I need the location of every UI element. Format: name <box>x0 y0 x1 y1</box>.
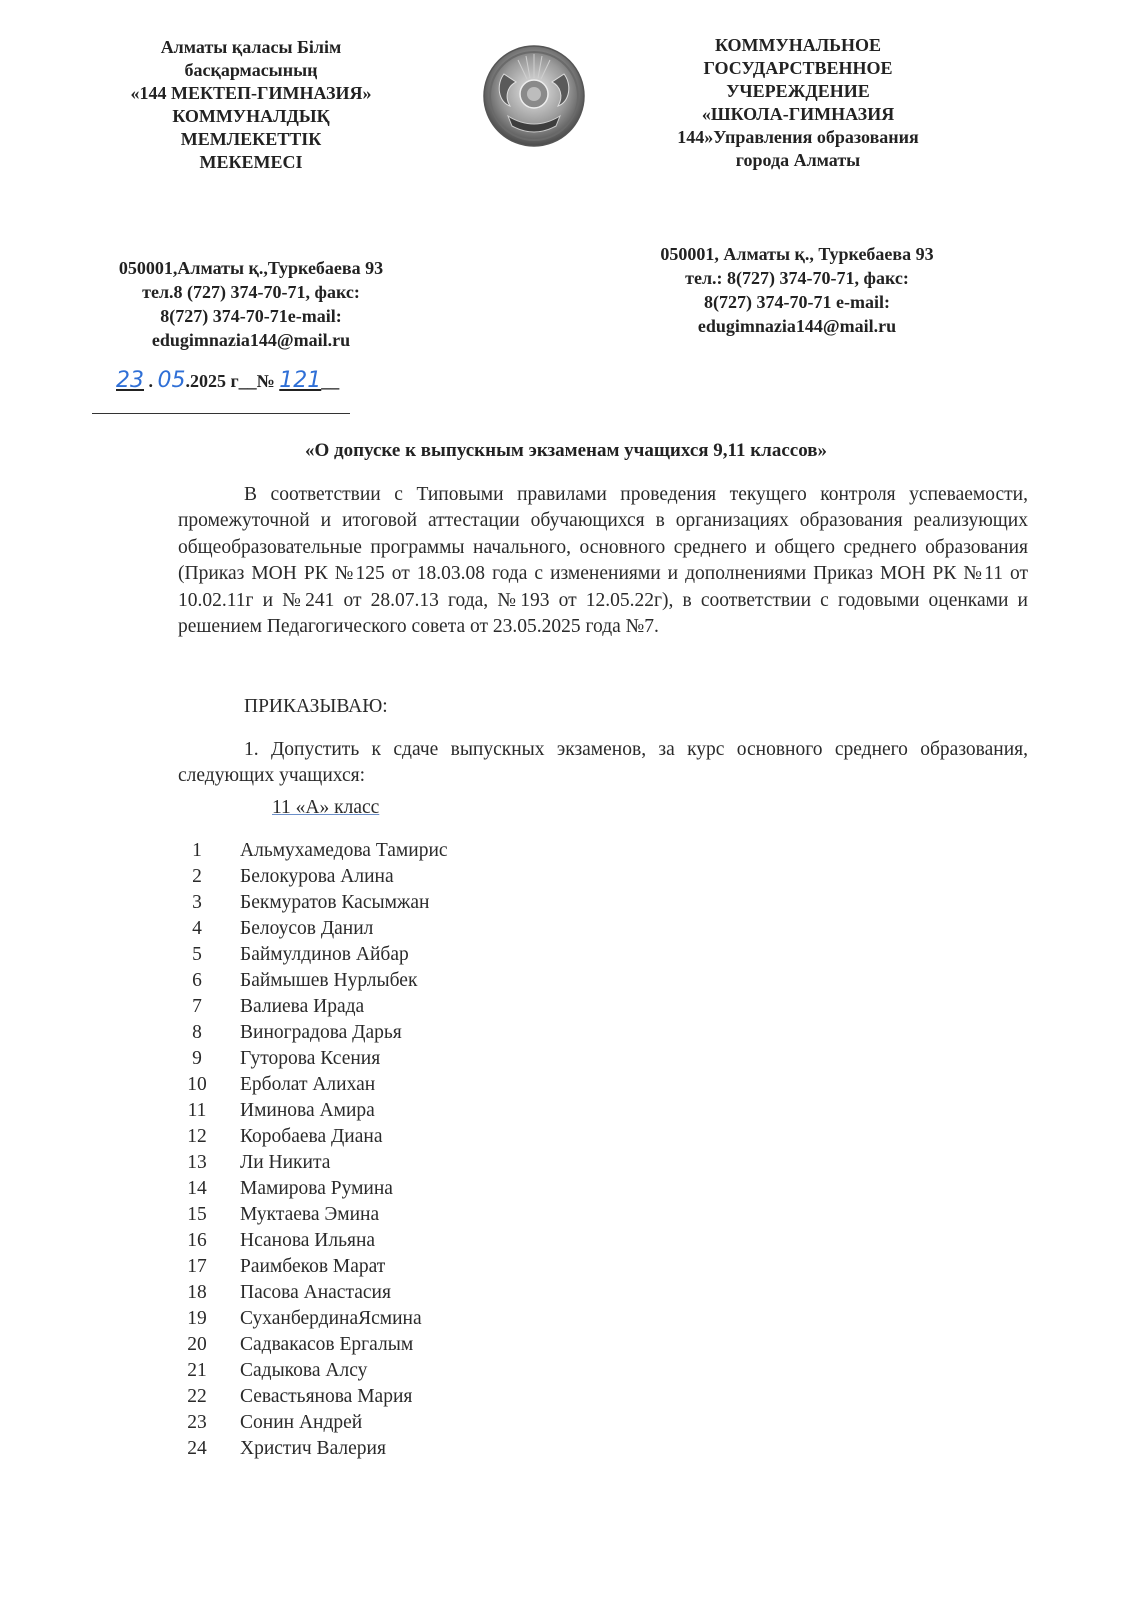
student-name: Баймышев Нурлыбек <box>240 970 418 991</box>
list-item <box>178 1332 448 1358</box>
header-left-line: МЕМЛЕКЕТТІК <box>180 129 322 149</box>
row-number: 10 <box>187 1074 207 1095</box>
row-number: 11 <box>187 1100 207 1121</box>
list-item <box>178 1254 448 1280</box>
row-number: 18 <box>187 1282 207 1303</box>
student-name: Севастьянова Мария <box>240 1386 413 1407</box>
student-name: СуханбердинаЯсмина <box>240 1308 422 1329</box>
row-number: 4 <box>192 918 202 939</box>
document-title: «О допуске к выпускным экзаменам учащихся 9,11 классов» <box>305 440 827 461</box>
student-name: Сонин Андрей <box>240 1412 363 1433</box>
list-item <box>178 1306 448 1332</box>
row-number: 22 <box>187 1386 207 1407</box>
number-underline: __ <box>321 371 340 391</box>
date-separator: . <box>148 371 153 391</box>
list-item <box>178 1228 448 1254</box>
student-name: Христич Валерия <box>240 1438 386 1459</box>
header-right-line: УЧЕРЕЖДЕНИЕ <box>726 81 870 101</box>
row-number: 12 <box>187 1126 207 1147</box>
student-name: Ли Никита <box>240 1152 331 1173</box>
row-number: 21 <box>187 1360 207 1381</box>
list-item <box>178 942 448 968</box>
list-item <box>178 916 448 942</box>
student-name: Гуторова Ксения <box>240 1048 381 1069</box>
header-right-line: ГОСУДАРСТВЕННОЕ <box>703 58 893 78</box>
address-line: 050001,Алматы қ.,Туркебаева 93 <box>118 258 384 278</box>
list-item <box>178 890 448 916</box>
row-number: 24 <box>187 1438 207 1459</box>
list-item <box>178 994 448 1020</box>
list-item <box>178 1384 448 1410</box>
row-number: 8 <box>192 1022 202 1043</box>
row-number: 3 <box>192 892 202 913</box>
student-name: Нсанова Ильяна <box>240 1230 376 1251</box>
row-number: 9 <box>192 1048 202 1069</box>
student-name: Садвакасов Ергалым <box>240 1334 414 1355</box>
student-name: Валиева Ирада <box>240 996 365 1017</box>
student-name: Садыкова Алсу <box>240 1360 368 1381</box>
header-left-line: КОММУНАЛДЫҚ <box>172 106 330 126</box>
header-right-line: города Алматы <box>735 150 861 170</box>
header-left-line: МЕКЕМЕСІ <box>199 152 303 172</box>
student-name: Мамирова Румина <box>240 1178 393 1199</box>
address-line: тел.: 8(727) 374-70-71, факс: <box>685 268 909 288</box>
handwritten-order-number: 121 <box>279 368 322 393</box>
header-left-line: «144 МЕКТЕП-ГИМНАЗИЯ» <box>130 83 372 103</box>
class-label: 11 «А» класс <box>272 797 380 818</box>
list-item <box>178 864 448 890</box>
list-item <box>178 1358 448 1384</box>
list-item <box>178 1020 448 1046</box>
list-item <box>178 1046 448 1072</box>
list-item <box>178 1176 448 1202</box>
row-number: 19 <box>187 1308 207 1329</box>
student-list <box>178 838 448 1462</box>
header-right-russian <box>628 34 968 172</box>
student-name: Белокурова Алина <box>240 866 394 887</box>
row-number: 1 <box>192 840 202 861</box>
address-line: 8(727) 374-70-71e-mail: <box>160 306 342 326</box>
address-left <box>86 256 416 352</box>
address-line: 8(727) 374-70-71 e-mail: <box>704 292 890 312</box>
row-number: 15 <box>187 1204 207 1225</box>
row-number: 13 <box>187 1152 207 1173</box>
student-name: Ерболат Алихан <box>240 1074 376 1095</box>
student-name: Иминова Амира <box>240 1100 375 1121</box>
list-item <box>178 1436 448 1462</box>
header-left-line: басқармасының <box>184 60 318 80</box>
address-right <box>632 242 962 338</box>
list-item <box>178 1072 448 1098</box>
header-left-line: Алматы қаласы Білім <box>160 37 342 57</box>
row-number: 2 <box>192 866 202 887</box>
order-heading: ПРИКАЗЫВАЮ: <box>244 696 388 717</box>
list-item <box>178 1202 448 1228</box>
student-name: Пасова Анастасия <box>240 1282 391 1303</box>
student-name: Белоусов Данил <box>240 918 374 939</box>
preamble-paragraph: В соответствии с Типовыми правилами проведения текущего контроля успеваемости, промежуточной и итоговой аттестации обучающихся в организациях образования реализующих общеобразовательные программы начального, основного среднего и общего среднего образования (Приказ МОН РК №125 от 18.03.08 года с изменениями и дополнениями Приказ МОН РК №11 от 10.02.11г и №241 от 28.07.13 года, №193 от 12.05.22г), в соответствии с годовыми оценками и решением Педагогического совета от 23.05.2025 года №7. <box>178 484 1028 638</box>
student-name: Раимбеков Марат <box>240 1256 386 1277</box>
document-date-number <box>116 368 339 393</box>
header-left-kazakh <box>96 36 406 174</box>
order-point-1: 1. Допустить к сдаче выпускных экзаменов, за курс основного среднего образования, следующих учащихся: <box>178 739 1028 787</box>
handwritten-month: 05 <box>157 368 186 393</box>
row-number: 14 <box>187 1178 207 1199</box>
separator-line <box>92 413 350 414</box>
student-name: Альмухамедова Тамирис <box>240 840 448 861</box>
row-number: 20 <box>187 1334 207 1355</box>
row-number: 23 <box>187 1412 207 1433</box>
handwritten-day: 23 <box>116 368 144 393</box>
list-item <box>178 1280 448 1306</box>
student-name: Баймулдинов Айбар <box>240 944 409 965</box>
list-item <box>178 968 448 994</box>
student-name: Бекмуратов Касымжан <box>240 892 430 913</box>
list-item <box>178 838 448 864</box>
list-item <box>178 1124 448 1150</box>
list-item <box>178 1150 448 1176</box>
row-number: 17 <box>187 1256 207 1277</box>
student-name: Муктаева Эмина <box>240 1204 380 1225</box>
student-name: Коробаева Диана <box>240 1126 383 1147</box>
kazakhstan-state-emblem-icon <box>482 44 586 148</box>
header-right-line: КОММУНАЛЬНОЕ <box>714 35 882 55</box>
header-right-line: 144»Управления образования <box>677 127 919 147</box>
list-item <box>178 1098 448 1124</box>
address-line: 050001, Алматы қ., Туркебаева 93 <box>660 244 934 264</box>
row-number: 16 <box>187 1230 207 1251</box>
address-line: edugimnazia144@mail.ru <box>151 330 351 350</box>
row-number: 6 <box>192 970 202 991</box>
address-line: тел.8 (727) 374-70-71, факс: <box>142 282 360 302</box>
header-right-line: «ШКОЛА-ГИМНАЗИЯ <box>701 104 895 124</box>
row-number: 5 <box>192 944 202 965</box>
address-line: edugimnazia144@mail.ru <box>697 316 897 336</box>
row-number: 7 <box>192 996 202 1017</box>
list-item <box>178 1410 448 1436</box>
student-name: Виноградова Дарья <box>240 1022 402 1043</box>
year-and-number-label: .2025 г__№ <box>185 371 275 391</box>
